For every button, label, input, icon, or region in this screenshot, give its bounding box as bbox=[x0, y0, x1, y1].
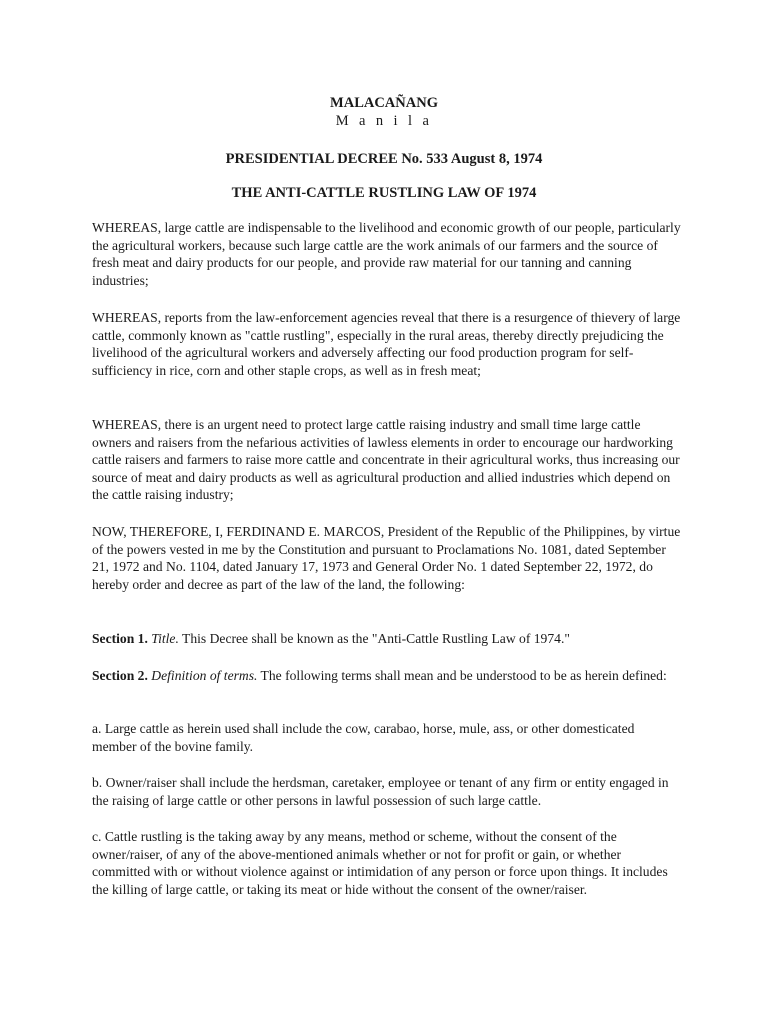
office-name: MALACAÑANG bbox=[330, 95, 438, 111]
definition-a: a. Large cattle as herein used shall include the cow, carabao, horse, mule, ass, or other domesticated member of the bovine family. bbox=[92, 721, 635, 754]
section-1-text: This Decree shall be known as the "Anti-Cattle Rustling Law of 1974." bbox=[178, 631, 570, 646]
section-1-number: Section 1. bbox=[92, 631, 148, 646]
decree-number: PRESIDENTIAL DECREE No. 533 August 8, 1974 bbox=[225, 151, 543, 167]
section-1 bbox=[92, 630, 682, 648]
city-name: M a n i l a bbox=[335, 113, 433, 129]
definition-c: c. Cattle rustling is the taking away by any means, method or scheme, without the consent of the owner/raiser, of any of the above-mentioned animals whether or not for profit or gain, or whether committed with or without violence against or intimidation of any person or force upon things. It includes the killing of large cattle, or taking its meat or hide without the consent of the owner/raiser. bbox=[92, 829, 668, 897]
section-2 bbox=[92, 667, 682, 685]
section-1-title: Title. bbox=[151, 631, 179, 646]
law-title: THE ANTI-CATTLE RUSTLING LAW OF 1974 bbox=[231, 185, 537, 201]
now-therefore-paragraph: NOW, THEREFORE, I, FERDINAND E. MARCOS, President of the Republic of the Philippines, by virtue of the powers vested in me by the Constitution and pursuant to Proclamations No. 1081, dated September 21, 1972 and No. 1104, dated January 17, 1973 and General Order No. 1 dated September 22, 1972, do hereby order and decree as part of the law of the land, the following: bbox=[92, 524, 681, 592]
section-2-text: The following terms shall mean and be understood to be as herein defined: bbox=[257, 668, 667, 683]
whereas-paragraph-1: WHEREAS, large cattle are indispensable to the livelihood and economic growth of our people, particularly the agricultural workers, because such large cattle are the work animals of our farmers and the source of fresh meat and dairy products for our people, and provide raw material for our tanning and canning industries; bbox=[92, 220, 681, 288]
section-2-title: Definition of terms. bbox=[151, 668, 258, 683]
document-header bbox=[92, 94, 676, 130]
whereas-paragraph-2: WHEREAS, reports from the law-enforcement agencies reveal that there is a resurgence of thievery of large cattle, commonly known as "cattle rustling", especially in the rural areas, thereby directly prejudicing the livelihood of the agricultural workers and adversely affecting our food production program for self-sufficiency in rice, corn and other staple crops, as well as in fresh meat; bbox=[92, 310, 681, 378]
definition-b: b. Owner/raiser shall include the herdsman, caretaker, employee or tenant of any firm or entity engaged in the raising of large cattle or other persons in lawful possession of such large cattle. bbox=[92, 775, 669, 808]
whereas-paragraph-3: WHEREAS, there is an urgent need to protect large cattle raising industry and small time large cattle owners and raisers from the nefarious activities of lawless elements in order to encourage our hardworking cattle raisers and farmers to raise more cattle and concentrate in their agricultural works, thus increasing our source of meat and dairy products as well as agricultural production and allied industries which depend on the cattle raising industry; bbox=[92, 417, 680, 503]
section-2-number: Section 2. bbox=[92, 668, 148, 683]
